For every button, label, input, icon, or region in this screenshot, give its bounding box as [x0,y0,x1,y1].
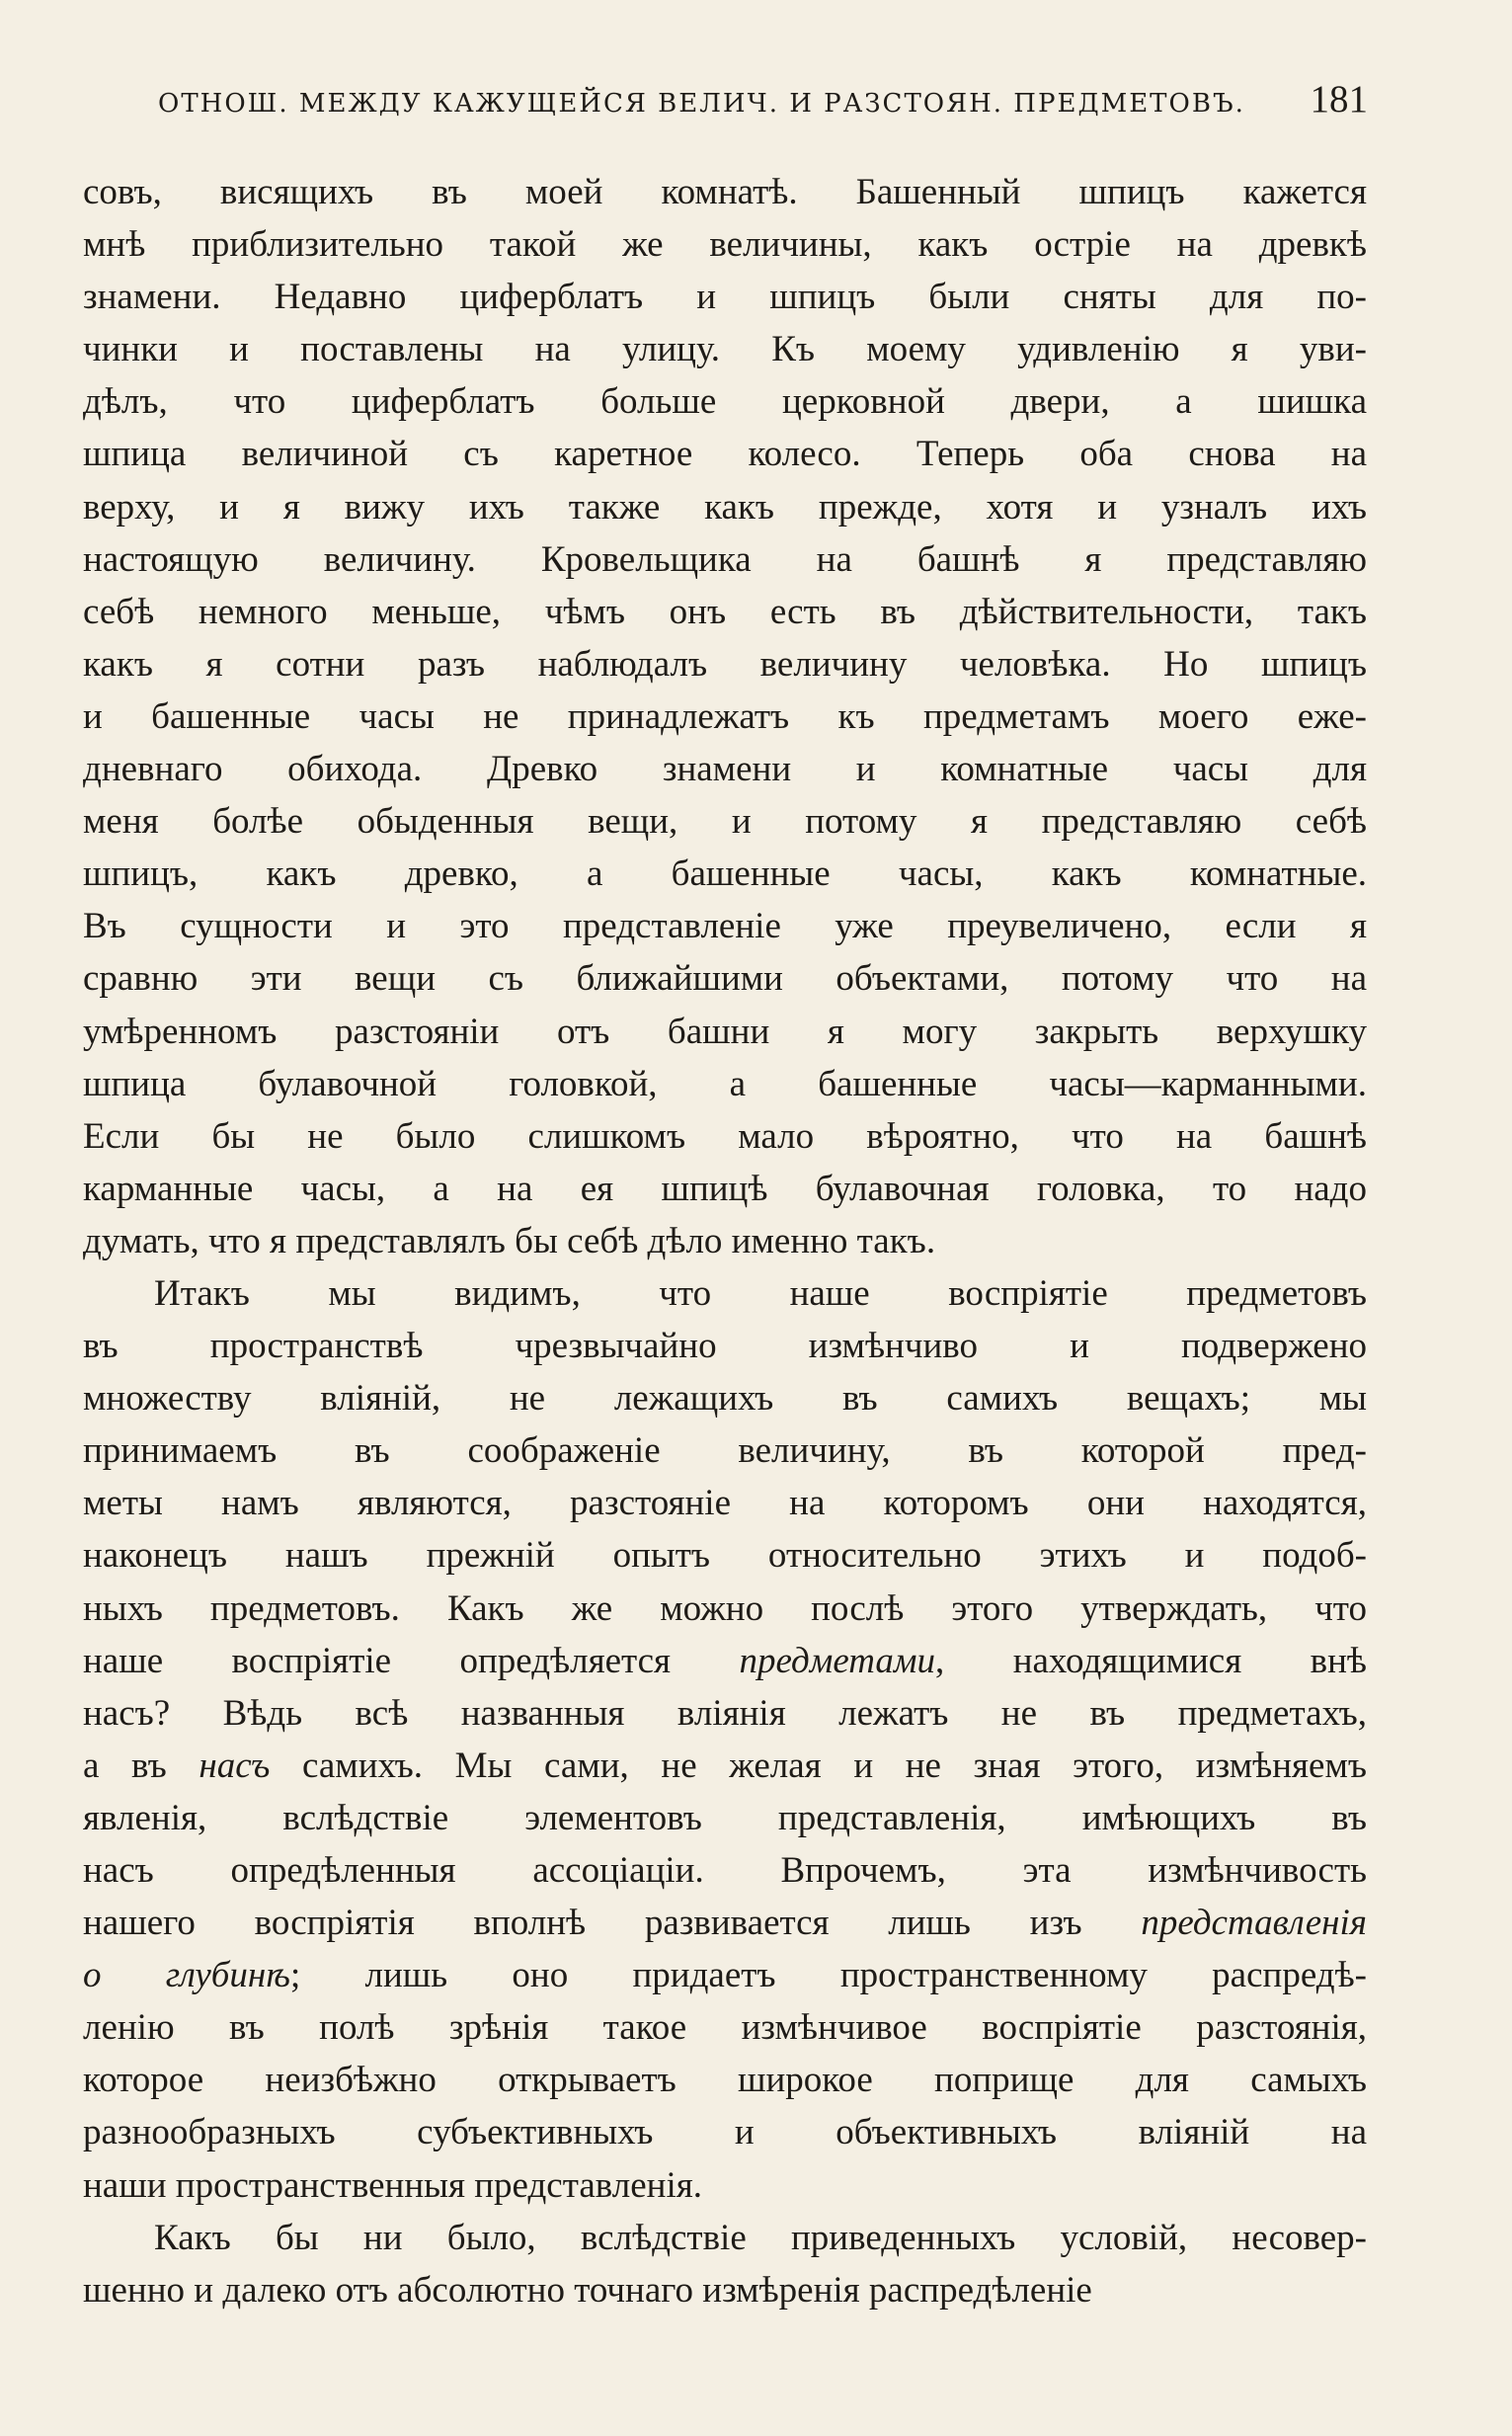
text-line: Въ сущности и это представленіе уже преувеличено, если я [83,906,1367,947]
text-line: меня болѣе обыденныя вещи, и потому я представляю себѣ [83,801,1367,843]
emphasis: о глубинѣ [83,1955,290,1996]
page-number: 181 [1310,78,1368,121]
text-line: дневнаго обихода. Древко знамени и комнатные часы для [83,749,1367,790]
text-line: шпицъ, какъ древко, а башенные часы, какъ комнатные. [83,853,1367,895]
text-line: чинки и поставлены на улицу. Къ моему удивленію я уви- [83,329,1367,370]
text-line: верху, и я вижу ихъ также какъ прежде, хотя и узналъ ихъ [83,486,1367,528]
body-text [83,166,1367,2316]
text-line: ленію въ полѣ зрѣнія такое измѣнчивое воспріятіе разстоянія, [83,2007,1367,2049]
text-line: множеству вліяній, не лежащихъ въ самихъ вещахъ; мы [83,1378,1367,1420]
text-line: Какъ бы ни было, вслѣдствіе приведенныхъ условій, несовер- [154,2217,1367,2258]
text-line: нашего воспріятія вполнѣ развивается лишь изъ представленія [83,1903,1367,1944]
text-line: шпица булавочной головкой, а башенные часы—карманными. [83,1063,1367,1104]
emphasis: представленія [1141,1903,1367,1944]
text-line: принимаемъ въ соображеніе величину, въ которой пред- [83,1430,1367,1472]
text-line: шенно и далеко отъ абсолютно точнаго измѣренія распредѣленіе [83,2269,1092,2311]
text-line: Итакъ мы видимъ, что наше воспріятіе предметовъ [154,1272,1367,1314]
text-line: дѣлъ, что циферблатъ больше церковной двери, а шишка [83,381,1367,423]
text-line: наше воспріятіе опредѣляется предметами, находящимися внѣ [83,1640,1367,1681]
text-line: разнообразныхъ субъективныхъ и объективныхъ вліяній на [83,2112,1367,2153]
text-line: наконецъ нашъ прежній опытъ относительно этихъ и подоб- [83,1535,1367,1577]
text-line: совъ, висящихъ въ моей комнатѣ. Башенный шпицъ кажется [83,172,1367,212]
text-line: шпица величиной съ каретное колесо. Теперь оба снова на [83,434,1367,475]
text-line: наши пространственныя представленія. [83,2164,702,2206]
running-head: ОТНОШ. МЕЖДУ КАЖУЩЕЙСЯ ВЕЛИЧ. И РАЗСТОЯН. ПРЕДМЕТОВЪ. [158,89,1245,119]
emphasis: предметами [739,1640,936,1681]
text-line: ныхъ предметовъ. Какъ же можно послѣ этого утверждать, что [83,1587,1367,1629]
text-line: и башенные часы не принадлежатъ къ предметамъ моего еже- [83,695,1367,737]
text-line: Если бы не было слишкомъ мало вѣроятно, что на башнѣ [83,1115,1367,1157]
text-line: себѣ немного меньше, чѣмъ онъ есть въ дѣйствительности, такъ [83,591,1367,632]
page-header [158,77,1368,121]
text-line: настоящую величину. Кровельщика на башнѣ я представляю [83,538,1367,580]
text-line: въ пространствѣ чрезвычайно измѣнчиво и подвержено [83,1326,1367,1367]
text-line: знамени. Недавно циферблатъ и шпицъ были сняты для по- [83,277,1367,318]
paragraph [83,2212,1367,2316]
emphasis: насъ [199,1745,271,1786]
text-line: явленія, вслѣдствіе элементовъ представленія, имѣющихъ въ [83,1797,1367,1838]
text-line: насъ опредѣленныя ассоціаціи. Впрочемъ, эта измѣнчивость [83,1850,1367,1891]
text-line: какъ я сотни разъ наблюдалъ величину человѣка. Но шпицъ [83,643,1367,685]
text-line: а въ насъ самихъ. Мы сами, не желая и не зная этого, измѣняемъ [83,1745,1367,1786]
text-line: сравню эти вещи съ ближайшими объектами, потому что на [83,958,1367,1000]
text-line: насъ? Вѣдь всѣ названныя вліянія лежатъ не въ предметахъ, [83,1692,1367,1734]
paragraph [83,1267,1367,2212]
text-line: мнѣ приблизительно такой же величины, какъ остріе на древкѣ [83,224,1367,266]
paragraph [83,166,1367,1267]
text-line: о глубинѣ; лишь оно придаетъ пространственному распредѣ- [83,1955,1367,1996]
text-line: меты намъ являются, разстояніе на которомъ они находятся, [83,1483,1367,1524]
text-line: которое неизбѣжно открываетъ широкое поприще для самыхъ [83,2060,1367,2101]
text-line: умѣренномъ разстояніи отъ башни я могу закрыть верхушку [83,1011,1367,1052]
text-line: думать, что я представлялъ бы себѣ дѣло именно такъ. [83,1220,936,1261]
text-line: карманные часы, а на ея шпицѣ булавочная головка, то надо [83,1168,1367,1209]
